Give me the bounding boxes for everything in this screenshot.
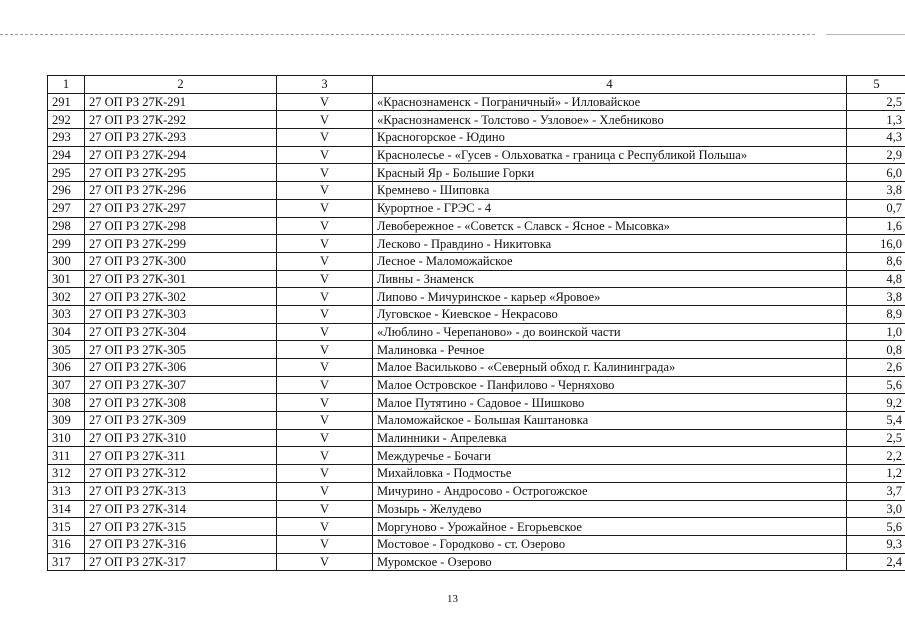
header-col-1: 1 [48,76,85,94]
table-row [48,376,905,394]
road-name-cell: Маломожайское - Большая Каштановка [373,412,847,430]
table-row [48,182,905,200]
road-length-cell: 2,5 [847,429,905,447]
road-length-cell: 2,9 [847,146,905,164]
road-code-cell: 27 ОП РЗ 27К-307 [85,376,277,394]
table-row [48,93,905,111]
road-class-cell: V [277,359,373,377]
row-number-cell: 312 [48,465,85,483]
road-class-cell: V [277,518,373,536]
road-name-cell: Моргуново - Урожайное - Егорьевское [373,518,847,536]
road-code-cell: 27 ОП РЗ 27К-315 [85,518,277,536]
row-number-cell: 295 [48,164,85,182]
row-number-cell: 298 [48,217,85,235]
road-name-cell: Малинники - Апрелевка [373,429,847,447]
row-number-cell: 305 [48,341,85,359]
road-class-cell: V [277,500,373,518]
road-length-cell: 6,0 [847,164,905,182]
road-class-cell: V [277,482,373,500]
road-code-cell: 27 ОП РЗ 27К-304 [85,323,277,341]
road-code-cell: 27 ОП РЗ 27К-303 [85,305,277,323]
road-code-cell: 27 ОП РЗ 27К-312 [85,465,277,483]
row-number-cell: 301 [48,270,85,288]
road-name-cell: Лесково - Правдино - Никитовка [373,235,847,253]
table-row [48,412,905,430]
road-class-cell: V [277,235,373,253]
road-length-cell: 1,2 [847,465,905,483]
road-length-cell: 4,3 [847,129,905,147]
road-class-cell: V [277,270,373,288]
road-name-cell: Муромское - Озерово [373,553,847,571]
road-name-cell: «Люблино - Черепаново» - до воинской части [373,323,847,341]
table-row [48,288,905,306]
road-class-cell: V [277,217,373,235]
road-class-cell: V [277,394,373,412]
road-class-cell: V [277,182,373,200]
row-number-cell: 313 [48,482,85,500]
table-row [48,323,905,341]
road-code-cell: 27 ОП РЗ 27К-310 [85,429,277,447]
road-length-cell: 2,5 [847,93,905,111]
table-row [48,252,905,270]
road-length-cell: 2,2 [847,447,905,465]
road-code-cell: 27 ОП РЗ 27К-299 [85,235,277,253]
road-name-cell: Кремнево - Шиповка [373,182,847,200]
row-number-cell: 309 [48,412,85,430]
road-name-cell: Мозырь - Желудево [373,500,847,518]
road-code-cell: 27 ОП РЗ 27К-301 [85,270,277,288]
row-number-cell: 308 [48,394,85,412]
road-code-cell: 27 ОП РЗ 27К-305 [85,341,277,359]
table-row [48,146,905,164]
row-number-cell: 317 [48,553,85,571]
road-name-cell: Междуречье - Бочаги [373,447,847,465]
road-length-cell: 2,4 [847,553,905,571]
road-class-cell: V [277,252,373,270]
row-number-cell: 311 [48,447,85,465]
road-class-cell: V [277,465,373,483]
road-name-cell: Липово - Мичуринское - карьер «Яровое» [373,288,847,306]
table-row [48,553,905,571]
page-number: 13 [447,593,458,605]
road-code-cell: 27 ОП РЗ 27К-313 [85,482,277,500]
road-class-cell: V [277,412,373,430]
row-number-cell: 297 [48,199,85,217]
table-body [48,93,905,571]
road-length-cell: 4,8 [847,270,905,288]
table-row [48,305,905,323]
road-register-table [47,75,905,571]
road-length-cell: 5,6 [847,376,905,394]
row-number-cell: 302 [48,288,85,306]
road-class-cell: V [277,111,373,129]
road-name-cell: Курортное - ГРЭС - 4 [373,199,847,217]
table-row [48,429,905,447]
table-row [48,111,905,129]
road-length-cell: 1,6 [847,217,905,235]
header-col-5: 5 [847,76,905,94]
road-code-cell: 27 ОП РЗ 27К-308 [85,394,277,412]
road-length-cell: 8,6 [847,252,905,270]
table-row [48,164,905,182]
table-row [48,394,905,412]
row-number-cell: 296 [48,182,85,200]
scan-top-rule-tail [826,34,905,35]
road-class-cell: V [277,129,373,147]
table-row [48,447,905,465]
table-row [48,270,905,288]
road-name-cell: Красный Яр - Большие Горки [373,164,847,182]
road-length-cell: 0,7 [847,199,905,217]
road-length-cell: 3,7 [847,482,905,500]
road-code-cell: 27 ОП РЗ 27К-316 [85,535,277,553]
road-code-cell: 27 ОП РЗ 27К-294 [85,146,277,164]
road-name-cell: Малое Васильково - «Северный обход г. Калининграда» [373,359,847,377]
row-number-cell: 291 [48,93,85,111]
table-row [48,341,905,359]
road-code-cell: 27 ОП РЗ 27К-297 [85,199,277,217]
road-name-cell: Луговское - Киевское - Некрасово [373,305,847,323]
row-number-cell: 314 [48,500,85,518]
row-number-cell: 310 [48,429,85,447]
road-name-cell: Краснолесье - «Гусев - Ольховатка - граница с Республикой Польша» [373,146,847,164]
table-header-row [48,76,905,94]
road-code-cell: 27 ОП РЗ 27К-317 [85,553,277,571]
row-number-cell: 299 [48,235,85,253]
road-class-cell: V [277,376,373,394]
road-class-cell: V [277,305,373,323]
road-class-cell: V [277,288,373,306]
road-name-cell: Малое Путятино - Садовое - Шишково [373,394,847,412]
road-length-cell: 3,0 [847,500,905,518]
road-code-cell: 27 ОП РЗ 27К-311 [85,447,277,465]
table-row [48,129,905,147]
road-length-cell: 5,4 [847,412,905,430]
row-number-cell: 292 [48,111,85,129]
road-name-cell: Мичурино - Андросово - Острогожское [373,482,847,500]
road-class-cell: V [277,553,373,571]
road-class-cell: V [277,164,373,182]
table-row [48,482,905,500]
road-name-cell: Ливны - Знаменск [373,270,847,288]
road-code-cell: 27 ОП РЗ 27К-292 [85,111,277,129]
road-length-cell: 0,8 [847,341,905,359]
row-number-cell: 304 [48,323,85,341]
road-class-cell: V [277,199,373,217]
road-length-cell: 5,6 [847,518,905,536]
scan-top-rule [0,34,815,35]
road-length-cell: 16,0 [847,235,905,253]
road-class-cell: V [277,93,373,111]
row-number-cell: 300 [48,252,85,270]
table-row [48,235,905,253]
road-class-cell: V [277,146,373,164]
header-col-3: 3 [277,76,373,94]
road-code-cell: 27 ОП РЗ 27К-314 [85,500,277,518]
road-code-cell: 27 ОП РЗ 27К-296 [85,182,277,200]
road-class-cell: V [277,447,373,465]
table-row [48,465,905,483]
road-class-cell: V [277,341,373,359]
road-name-cell: Лесное - Маломожайское [373,252,847,270]
table-row [48,199,905,217]
row-number-cell: 293 [48,129,85,147]
table-row [48,535,905,553]
road-name-cell: Левобережное - «Советск - Славск - Ясное - Мысовка» [373,217,847,235]
road-name-cell: «Краснознаменск - Пограничный» - Илловайское [373,93,847,111]
road-length-cell: 9,2 [847,394,905,412]
table-row [48,217,905,235]
road-code-cell: 27 ОП РЗ 27К-293 [85,129,277,147]
table-row [48,518,905,536]
road-code-cell: 27 ОП РЗ 27К-295 [85,164,277,182]
road-code-cell: 27 ОП РЗ 27К-309 [85,412,277,430]
road-length-cell: 1,3 [847,111,905,129]
road-length-cell: 2,6 [847,359,905,377]
road-class-cell: V [277,535,373,553]
road-name-cell: Малое Островское - Панфилово - Черняхово [373,376,847,394]
road-length-cell: 9,3 [847,535,905,553]
row-number-cell: 294 [48,146,85,164]
road-length-cell: 8,9 [847,305,905,323]
road-length-cell: 3,8 [847,288,905,306]
road-class-cell: V [277,429,373,447]
road-code-cell: 27 ОП РЗ 27К-298 [85,217,277,235]
header-col-4: 4 [373,76,847,94]
road-name-cell: Мостовое - Городково - ст. Озерово [373,535,847,553]
road-code-cell: 27 ОП РЗ 27К-291 [85,93,277,111]
road-length-cell: 3,8 [847,182,905,200]
row-number-cell: 315 [48,518,85,536]
row-number-cell: 307 [48,376,85,394]
road-code-cell: 27 ОП РЗ 27К-306 [85,359,277,377]
row-number-cell: 303 [48,305,85,323]
header-col-2: 2 [85,76,277,94]
row-number-cell: 306 [48,359,85,377]
table-row [48,359,905,377]
road-class-cell: V [277,323,373,341]
road-code-cell: 27 ОП РЗ 27К-300 [85,252,277,270]
road-name-cell: Красногорское - Юдино [373,129,847,147]
table-row [48,500,905,518]
road-code-cell: 27 ОП РЗ 27К-302 [85,288,277,306]
road-name-cell: Михайловка - Подмостье [373,465,847,483]
road-length-cell: 1,0 [847,323,905,341]
road-name-cell: «Краснознаменск - Толстово - Узловое» - Хлебниково [373,111,847,129]
road-name-cell: Малиновка - Речное [373,341,847,359]
row-number-cell: 316 [48,535,85,553]
